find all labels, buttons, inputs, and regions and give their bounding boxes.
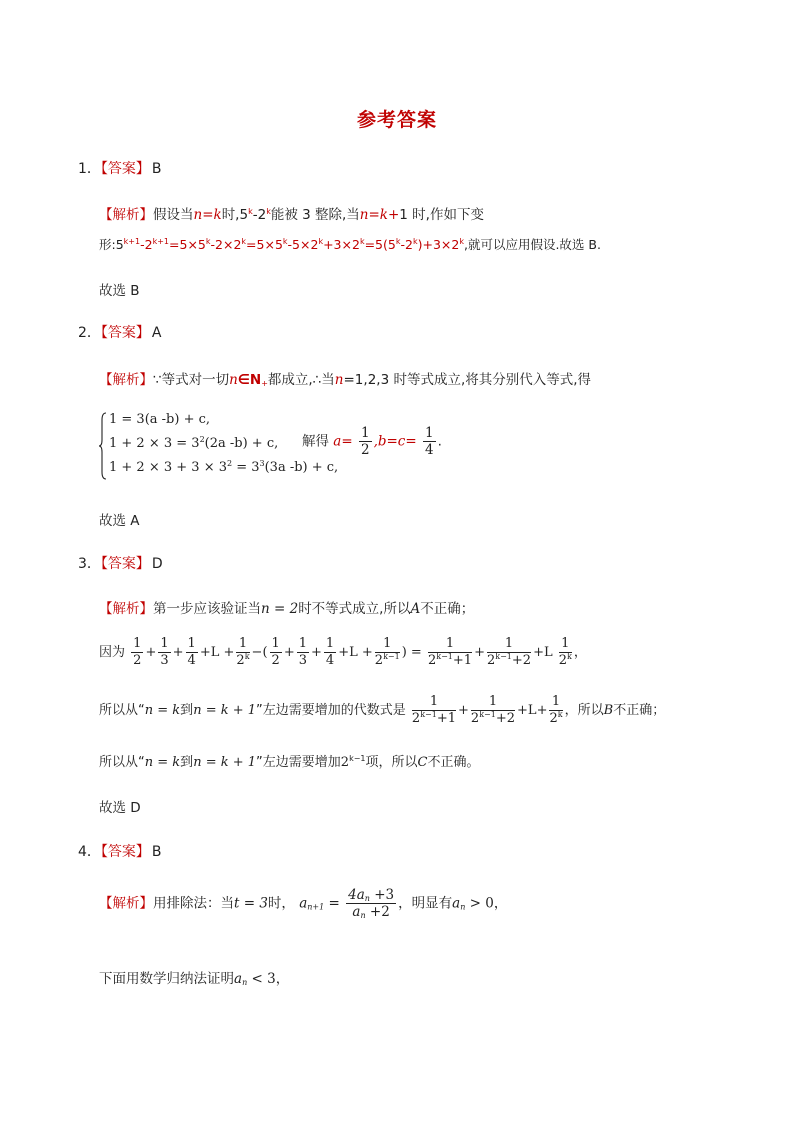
q3-number: 3． bbox=[78, 556, 101, 572]
q3-text: 时不等式成立,所以 bbox=[298, 601, 411, 617]
frac-denominator: 2 bbox=[360, 442, 370, 458]
op: + bbox=[311, 645, 322, 660]
q1-text: 能被 3 整除,当 bbox=[270, 207, 360, 223]
q3-text: 因为 bbox=[99, 645, 126, 660]
num: 4a bbox=[348, 887, 365, 903]
q2-eq3-part: (3a -b) + c, bbox=[264, 460, 339, 475]
q4-math: > 0 bbox=[465, 895, 494, 912]
q3-math: n = k + 1 bbox=[193, 755, 257, 770]
frac-denominator bbox=[375, 653, 400, 669]
q2-eq2-sup: 2 bbox=[199, 435, 205, 444]
q3-math: 2 bbox=[340, 755, 350, 770]
q2-eq3-sup: 3 bbox=[259, 459, 265, 468]
frac-denominator: 4 bbox=[424, 442, 434, 458]
q3-math: n = k bbox=[144, 703, 181, 718]
op: + bbox=[536, 703, 548, 718]
op: = bbox=[410, 645, 422, 660]
q3-conclusion: 故选 D bbox=[99, 800, 141, 816]
q3-text: 不正确； bbox=[613, 703, 666, 718]
q1-analysis-label: 【解析】 bbox=[99, 207, 153, 223]
q3-math: C bbox=[417, 755, 428, 770]
sup: k−1 bbox=[383, 652, 400, 661]
left-brace-icon bbox=[99, 412, 107, 480]
frac-numerator: 1 bbox=[160, 636, 169, 651]
ellipsis: L bbox=[527, 703, 537, 718]
frac bbox=[428, 636, 472, 669]
q3-analysis-line2 bbox=[99, 636, 587, 669]
op: + bbox=[172, 645, 184, 660]
sup: k bbox=[557, 710, 563, 719]
q1-text: -2 bbox=[400, 237, 413, 252]
q4-math: a bbox=[299, 895, 308, 912]
q1-conclusion: 故选 B bbox=[99, 283, 140, 299]
q1-sup: k+1 bbox=[152, 237, 170, 246]
base: 2 bbox=[374, 653, 384, 668]
frac-denominator bbox=[549, 711, 562, 727]
q3-text: 所以从“ bbox=[99, 755, 145, 770]
op: + bbox=[533, 645, 544, 660]
frac bbox=[186, 636, 198, 669]
q1-answer-label: 【答案】 bbox=[100, 161, 150, 177]
frac bbox=[297, 636, 309, 669]
q1-sup: k bbox=[205, 237, 211, 246]
ellipsis: L bbox=[349, 645, 358, 660]
op: + bbox=[199, 645, 211, 660]
frac-numerator: 1 bbox=[428, 636, 472, 653]
op: + bbox=[474, 645, 485, 660]
sup: k−1 bbox=[436, 652, 453, 661]
q3-analysis-line4 bbox=[99, 751, 479, 770]
q3-text: 第一步应该验证当 bbox=[153, 601, 261, 617]
q3-answer: D bbox=[151, 556, 163, 572]
frac-numerator: 1 bbox=[133, 636, 142, 651]
q3-analysis-label: 【解析】 bbox=[99, 601, 153, 617]
base: 2 bbox=[411, 711, 421, 726]
frac bbox=[236, 636, 249, 669]
q3-math: B bbox=[603, 703, 614, 718]
q4-fraction bbox=[346, 887, 396, 920]
q4-text: 时， bbox=[267, 895, 295, 912]
q1-sup: k bbox=[241, 237, 247, 246]
frac bbox=[549, 694, 562, 727]
q1-sup: k bbox=[248, 207, 253, 216]
base: 2 bbox=[427, 653, 437, 668]
op: + bbox=[145, 645, 157, 660]
q1-text: -2×2 bbox=[210, 237, 242, 252]
sub: n bbox=[360, 911, 366, 920]
q3-text: ”左边需要增加的代数式是 bbox=[256, 703, 406, 718]
q1-text: =5×5 bbox=[169, 237, 206, 252]
q3-answer-label: 【答案】 bbox=[100, 556, 150, 572]
q2-solution bbox=[302, 425, 442, 458]
q4-math: = bbox=[324, 895, 345, 912]
q1-text: 形:5 bbox=[99, 237, 124, 252]
paren: ) bbox=[401, 645, 407, 660]
q2-analysis-line1 bbox=[99, 368, 591, 388]
q2-eq3-part: 1 + 2 × 3 + 3 × 3 bbox=[109, 460, 227, 475]
q2-answer: A bbox=[151, 325, 162, 341]
base: 2 bbox=[470, 711, 480, 726]
frac-numerator: 1 bbox=[471, 694, 515, 711]
q2-math: a bbox=[333, 433, 342, 450]
q4-answer: B bbox=[151, 844, 162, 860]
frac-denominator bbox=[236, 653, 249, 669]
q2-fraction-half bbox=[359, 425, 372, 458]
q2-conclusion: 故选 A bbox=[99, 513, 140, 529]
frac bbox=[412, 694, 456, 727]
den: a bbox=[352, 904, 361, 920]
q4-text: 用排除法：当 bbox=[153, 895, 234, 912]
q4-analysis-label: 【解析】 bbox=[99, 895, 153, 912]
tail: +2 bbox=[511, 653, 532, 668]
base: 2 bbox=[486, 653, 496, 668]
q1-math: n=k bbox=[193, 207, 222, 223]
q1-text: -2 bbox=[140, 237, 153, 252]
q2-analysis-label: 【解析】 bbox=[99, 372, 153, 388]
q3-answer-line bbox=[78, 553, 163, 573]
op: + bbox=[458, 703, 469, 718]
q4-answer-label: 【答案】 bbox=[100, 844, 150, 860]
frac bbox=[131, 636, 143, 669]
ellipsis: L bbox=[543, 645, 553, 660]
frac-numerator: 1 bbox=[424, 425, 434, 441]
tail: +1 bbox=[452, 653, 473, 668]
frac bbox=[375, 636, 400, 669]
frac-numerator: 1 bbox=[325, 636, 335, 651]
sup: k−1 bbox=[495, 652, 512, 661]
frac-numerator: 1 bbox=[360, 425, 370, 441]
op: + bbox=[338, 645, 350, 660]
op: − bbox=[251, 645, 263, 660]
frac-numerator: 1 bbox=[559, 636, 572, 653]
q1-sup: k bbox=[282, 237, 288, 246]
q3-text: 不正确。 bbox=[427, 755, 480, 770]
q2-eq2-part: 1 + 2 × 3 = 3 bbox=[109, 436, 200, 451]
q2-answer-line bbox=[78, 322, 162, 342]
q1-text: )+3×2 bbox=[417, 237, 460, 252]
q3-math: n = k bbox=[144, 755, 181, 770]
q3-text: 到 bbox=[180, 755, 194, 770]
q2-text: 都成立,∴当 bbox=[267, 372, 335, 388]
op: + bbox=[223, 645, 235, 660]
q3-text: 所以从“ bbox=[99, 703, 145, 718]
q4-text: ， bbox=[493, 895, 508, 912]
q1-sup: k bbox=[359, 237, 365, 246]
q2-eq2 bbox=[109, 436, 278, 451]
frac-numerator: 1 bbox=[271, 636, 280, 651]
q1-text: -2 bbox=[252, 207, 267, 223]
base: 2 bbox=[236, 653, 245, 668]
q1-analysis-line2 bbox=[99, 235, 601, 253]
q2-text: 解得 bbox=[302, 433, 329, 450]
frac-numerator: 1 bbox=[487, 636, 531, 653]
q2-eq3 bbox=[109, 460, 338, 475]
sup: k bbox=[567, 652, 572, 661]
frac-numerator bbox=[346, 887, 396, 904]
frac bbox=[559, 636, 572, 669]
q2-text: . bbox=[437, 433, 442, 450]
q4-text: 下面用数学归纳法证明 bbox=[99, 971, 234, 987]
q4-math: a bbox=[452, 895, 461, 912]
q1-text: =5×5 bbox=[246, 237, 283, 252]
q1-sup: k+1 bbox=[123, 237, 141, 246]
frac-denominator: 2 bbox=[133, 653, 142, 668]
q3-math: n = 2 bbox=[261, 601, 299, 617]
frac-numerator: 1 bbox=[187, 636, 196, 651]
q1-math: n=k+ bbox=[359, 207, 400, 223]
frac-denominator bbox=[428, 653, 472, 669]
q1-sup: k bbox=[459, 237, 464, 246]
q3-text: 到 bbox=[180, 703, 194, 718]
q2-number: 2． bbox=[78, 325, 101, 341]
q1-sup: k bbox=[395, 237, 401, 246]
frac-numerator: 1 bbox=[375, 636, 400, 653]
q2-sub: + bbox=[261, 379, 268, 388]
frac bbox=[270, 636, 282, 669]
q4-math: t = 3 bbox=[234, 895, 268, 912]
frac-numerator: 1 bbox=[236, 636, 249, 653]
q3-math: A bbox=[410, 601, 421, 617]
den: +2 bbox=[365, 904, 390, 920]
q3-text: ”左边需要增加 bbox=[256, 755, 341, 770]
ellipsis: L bbox=[210, 645, 220, 660]
base: 2 bbox=[549, 711, 558, 726]
sup: k−1 bbox=[420, 710, 437, 719]
q2-eq1: 1 = 3(a -b) + c, bbox=[109, 412, 211, 427]
frac-denominator bbox=[471, 711, 515, 727]
tail: +1 bbox=[436, 711, 457, 726]
frac-denominator bbox=[346, 904, 396, 920]
q1-sup: k bbox=[318, 237, 324, 246]
sup: k bbox=[244, 652, 250, 661]
q4-text: ， bbox=[275, 971, 290, 987]
q1-text: =5(5 bbox=[364, 237, 396, 252]
q2-text: =1,2,3 时等式成立,将其分别代入等式,得 bbox=[343, 372, 592, 388]
q4-analysis-line2 bbox=[99, 967, 289, 987]
punct: ， bbox=[573, 645, 587, 660]
op: + bbox=[517, 703, 528, 718]
q4-number: 4． bbox=[78, 844, 101, 860]
q3-sup: k−1 bbox=[349, 754, 366, 763]
q4-sub: n+1 bbox=[307, 902, 325, 912]
frac bbox=[471, 694, 515, 727]
q2-math: ∈N bbox=[237, 372, 262, 388]
num: +3 bbox=[369, 887, 395, 903]
q2-math: n bbox=[334, 372, 344, 388]
q1-number: 1． bbox=[78, 161, 101, 177]
q1-sup: k bbox=[266, 207, 271, 216]
frac bbox=[324, 636, 336, 669]
op: + bbox=[361, 645, 373, 660]
q3-math: n = k + 1 bbox=[193, 703, 257, 718]
q2-eq2-part: (2a -b) + c, bbox=[204, 436, 279, 451]
frac-numerator: 1 bbox=[412, 694, 456, 711]
q1-text: -5×2 bbox=[287, 237, 319, 252]
tail: +2 bbox=[495, 711, 516, 726]
q2-math: = bbox=[341, 433, 353, 450]
frac bbox=[487, 636, 531, 669]
q1-analysis-line1 bbox=[99, 203, 484, 223]
q4-answer-line bbox=[78, 841, 162, 861]
q1-answer-line bbox=[78, 158, 162, 178]
base: 2 bbox=[558, 653, 568, 668]
q1-text: ,就可以应用假设.故选 B. bbox=[463, 237, 601, 252]
q4-math: < 3 bbox=[247, 971, 276, 987]
frac-denominator: 3 bbox=[298, 653, 307, 668]
frac bbox=[158, 636, 170, 669]
q4-sub: n bbox=[460, 902, 466, 912]
frac-denominator bbox=[412, 711, 456, 727]
q1-text: +3×2 bbox=[323, 237, 360, 252]
frac-numerator: 1 bbox=[549, 694, 562, 711]
q2-eq3-sup: 2 bbox=[226, 459, 233, 468]
q3-text: 项，所以 bbox=[365, 755, 418, 770]
frac-denominator: 4 bbox=[187, 653, 196, 668]
sub: n bbox=[364, 894, 370, 903]
q2-eq3-part: = 3 bbox=[232, 460, 260, 475]
frac-numerator: 1 bbox=[298, 636, 307, 651]
q3-text: ，所以 bbox=[564, 703, 604, 718]
frac-denominator: 3 bbox=[160, 653, 169, 668]
q4-sub: n bbox=[242, 978, 248, 987]
q3-text: 不正确； bbox=[420, 601, 475, 617]
frac-denominator bbox=[559, 653, 572, 669]
q4-analysis-line1 bbox=[99, 887, 507, 920]
q4-math: a bbox=[234, 971, 243, 987]
op: + bbox=[283, 645, 295, 660]
frac-denominator: 4 bbox=[325, 653, 335, 668]
frac-denominator bbox=[487, 653, 531, 669]
q2-math: n bbox=[229, 372, 238, 388]
q1-sup: k bbox=[412, 237, 418, 246]
q1-text: 时,5 bbox=[221, 207, 249, 223]
q4-text: ，明显有 bbox=[398, 895, 453, 912]
frac-denominator: 2 bbox=[271, 653, 280, 668]
q1-text: 假设当 bbox=[153, 207, 194, 223]
page-title: 参考答案 bbox=[356, 109, 437, 131]
q3-analysis-line1 bbox=[99, 597, 474, 617]
q2-answer-label: 【答案】 bbox=[100, 325, 150, 341]
q3-analysis-line3 bbox=[99, 694, 665, 727]
q1-text: 1 时,作如下变 bbox=[399, 207, 484, 223]
paren: ( bbox=[262, 645, 268, 660]
q2-fraction-quarter bbox=[423, 425, 436, 458]
sup: k−1 bbox=[479, 710, 496, 719]
q2-text: ∵等式对一切 bbox=[153, 372, 230, 388]
q1-answer: B bbox=[151, 161, 162, 177]
q2-math: ,b=c= bbox=[373, 433, 417, 450]
